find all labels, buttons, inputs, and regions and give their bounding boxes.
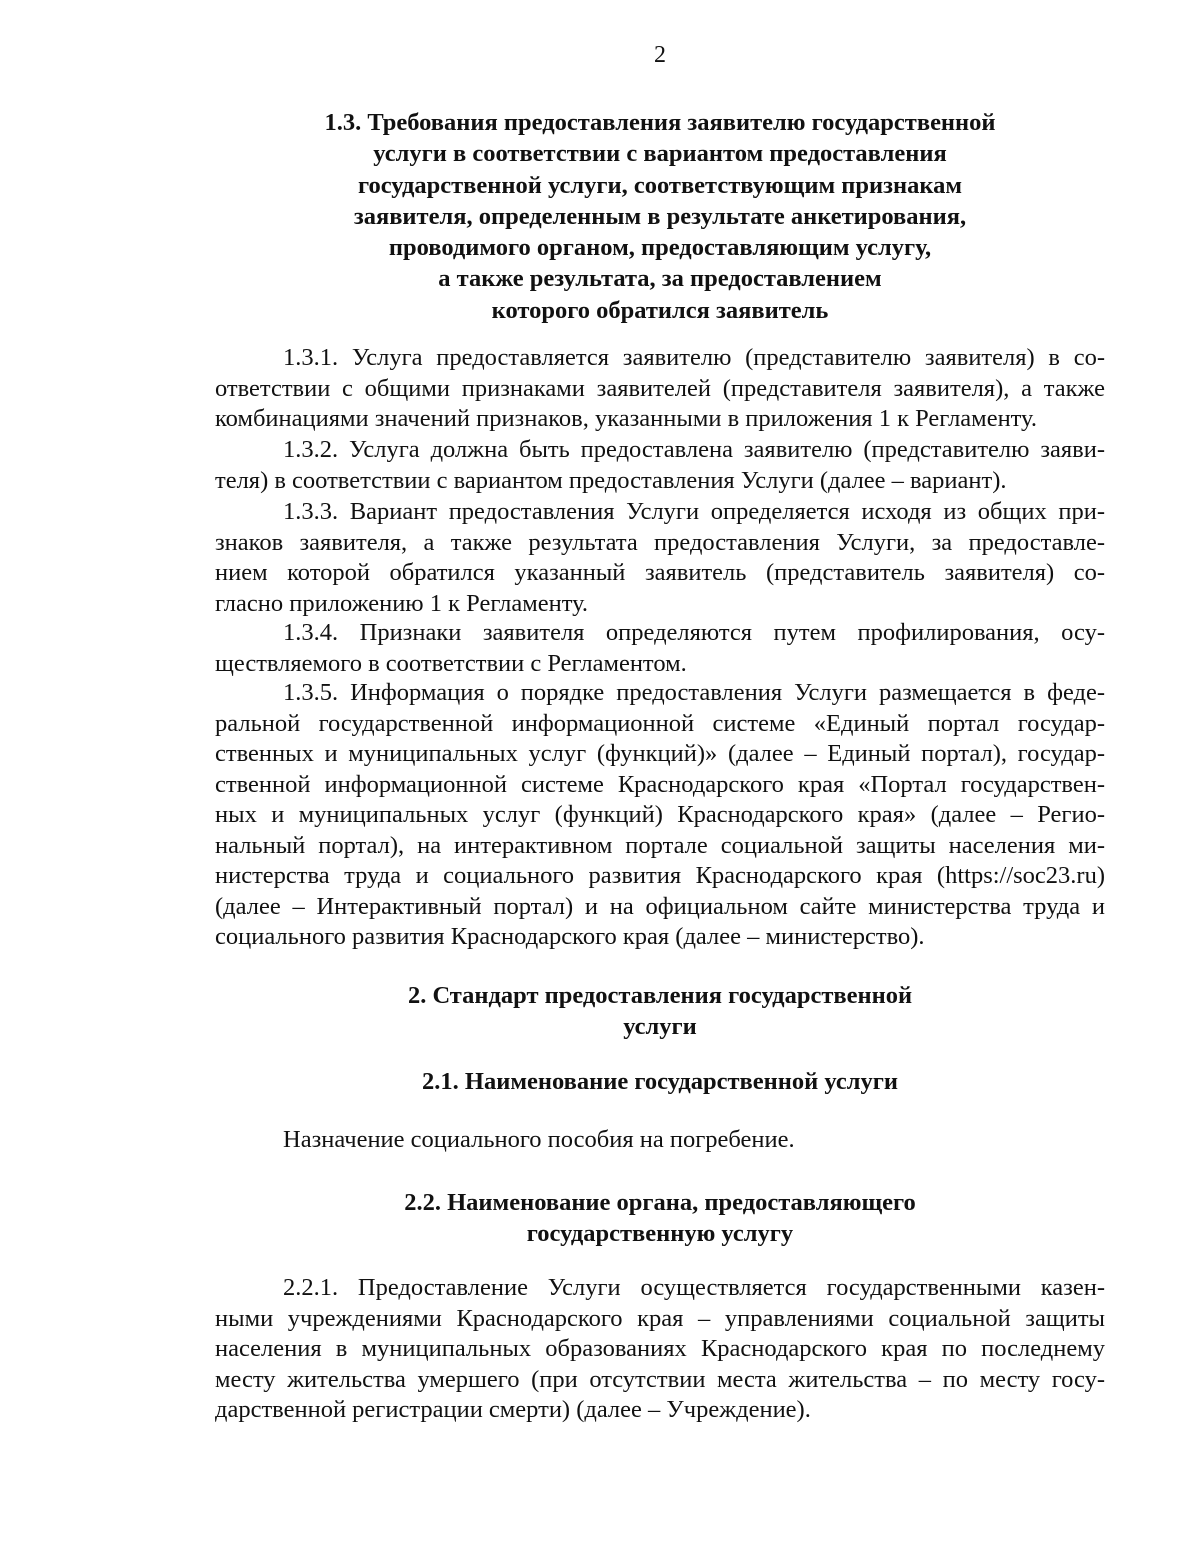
heading-line: услуги	[623, 1013, 697, 1041]
heading-line: 1.3. Требования предоставления заявителю государственной	[324, 109, 996, 136]
section-2-heading	[200, 980, 1120, 1043]
paragraph-line: 1.3.3. Вариант предоставления Услуги определяется исходя из общих при-	[283, 498, 1105, 525]
paragraph-1-3-5	[215, 678, 1105, 953]
heading-line: государственную услугу	[526, 1220, 794, 1248]
paragraph-line: нальный портал), на интерактивном портале социальной защиты населения ми-	[215, 831, 1105, 859]
heading-line: заявителя, определенным в результате анкетирования,	[353, 202, 967, 230]
paragraph-line: нием которой обратился указанный заявитель (представитель заявителя) со-	[215, 559, 1105, 586]
paragraph-1-3-4	[215, 618, 1105, 679]
paragraph-line: ответствии с общими признаками заявителей (представителя заявителя), а также	[215, 374, 1105, 402]
heading-line: государственной услуги, соответствующим признакам	[357, 171, 963, 199]
paragraph-line: ственных и муниципальных услуг (функций)» (далее – Единый портал), государ-	[215, 740, 1105, 767]
paragraph-line: 1.3.1. Услуга предоставляется заявителю (представителю заявителя) в со-	[283, 344, 1105, 371]
paragraph-line: 1.3.2. Услуга должна быть предоставлена заявителю (представителю заяви-	[283, 436, 1105, 463]
paragraph-line: теля) в соответствии с вариантом предоставления Услуги (далее – вариант).	[215, 466, 1007, 494]
paragraph-line: ственной информационной системе Краснодарского края «Портал государствен-	[215, 770, 1105, 798]
paragraph-line: ными учреждениями Краснодарского края – управлениями социальной защиты	[215, 1304, 1105, 1332]
paragraph-1-3-3	[215, 497, 1105, 619]
paragraph-line: 1.3.5. Информация о порядке предоставления Услуги размещается в феде-	[283, 679, 1105, 706]
paragraph-line: комбинациями значений признаков, указанными в приложения 1 к Регламенту.	[215, 405, 1037, 432]
paragraph-line: 1.3.4. Признаки заявителя определяются путем профилирования, осу-	[283, 619, 1105, 646]
paragraph-line: 2.2.1. Предоставление Услуги осуществляется государственными казен-	[283, 1274, 1105, 1301]
section-2-2-heading	[200, 1187, 1120, 1250]
paragraph-line: гласно приложению 1 к Регламенту.	[215, 589, 589, 617]
section-1-3-heading	[200, 107, 1120, 326]
heading-line: 2.2. Наименование органа, предоставляющего	[404, 1189, 916, 1216]
section-2-1-heading	[200, 1066, 1120, 1097]
paragraph-1-3-1	[215, 343, 1105, 435]
heading-line: 2. Стандарт предоставления государственной	[407, 982, 913, 1009]
paragraph-line: ных и муниципальных услуг (функций) Краснодарского края» (далее – Регио-	[215, 801, 1105, 828]
paragraph-line: ществляемого в соответствии с Регламентом.	[215, 649, 687, 677]
service-name-text: Назначение социального пособия на погребение.	[283, 1126, 795, 1153]
paragraph-2-2-1	[215, 1273, 1105, 1426]
heading-line: проводимого органом, предоставляющим услугу,	[388, 234, 932, 262]
paragraph-line: нистерства труда и социального развития Краснодарского края (https://soc23.ru)	[215, 862, 1105, 889]
heading-line: а также результата, за предоставлением	[438, 265, 882, 293]
heading-line: которого обратился заявитель	[491, 296, 829, 324]
paragraph-line: социального развития Краснодарского края (далее – министерство).	[215, 923, 925, 950]
heading-line: 2.1. Наименование государственной услуги	[422, 1068, 898, 1095]
paragraph-line: знаков заявителя, а также результата предоставления Услуги, за предоставле-	[215, 528, 1105, 556]
paragraph-1-3-2	[215, 435, 1105, 496]
paragraph-line: месту жительства умершего (при отсутствии места жительства – по месту госу-	[215, 1365, 1105, 1393]
paragraph-line: (далее – Интерактивный портал) и на официальном сайте министерства труда и	[215, 892, 1105, 920]
paragraph-line: населения в муниципальных образованиях Краснодарского края по последнему	[215, 1335, 1105, 1362]
paragraph-line: дарственной регистрации смерти) (далее – Учреждение).	[215, 1396, 811, 1423]
page-number: 2	[654, 42, 666, 68]
heading-line: услуги в соответствии с вариантом предоставления	[373, 140, 947, 168]
paragraph-line: ральной государственной информационной системе «Единый портал государ-	[215, 709, 1105, 737]
